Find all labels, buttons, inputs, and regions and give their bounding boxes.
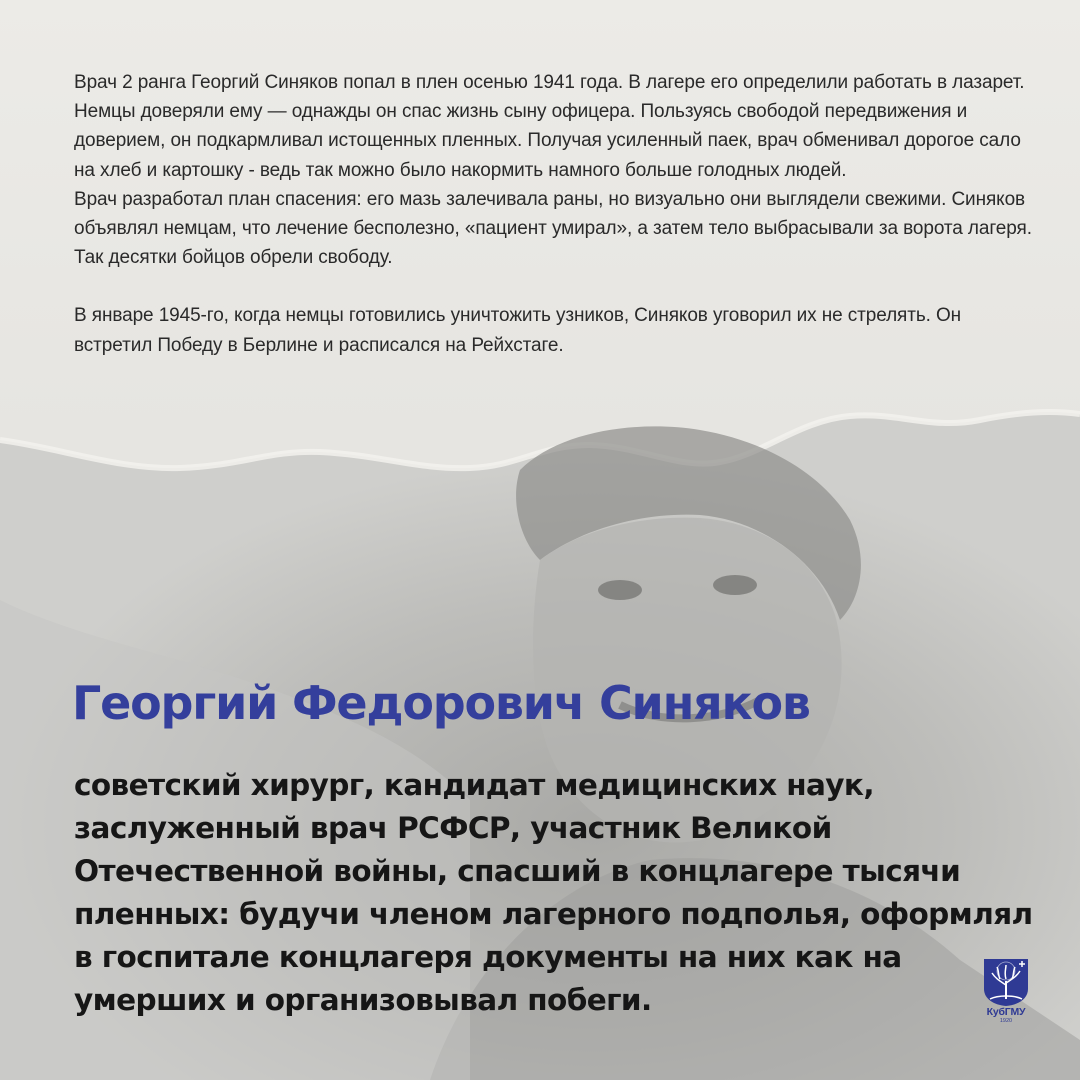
portrait-eye-right <box>713 575 757 595</box>
portrait-eye-left <box>598 580 642 600</box>
kubgmu-logo <box>978 955 1034 1025</box>
tree-emblem-icon <box>982 955 1030 1007</box>
logo-name: КубГМУ <box>986 1006 1026 1018</box>
person-description: советский хирург, кандидат медицинских наук, заслуженный врач РСФСР, участник Великой Отечественной войны, спасший в концлагере тысячи пленных: будучи членом лагерного подполья, оформлял в госпитале концлагеря документы на них как на умерших и организовывал побеги. <box>74 768 1033 1017</box>
person-name-title: Георгий Федорович Синяков <box>72 676 810 730</box>
story-paragraph: Врач 2 ранга Георгий Синяков попал в плен осенью 1941 года. В лагере его определили работать в лазарет. Немцы доверяли ему — однажды он спас жизнь сыну офицера. Пользуясь свободой передвижения и доверием, он подкармливал истощенных пленных. Получая усиленный паек, врач обменивал дорогое сало на хлеб и картошку - ведь так можно было накормить намного больше голодных людей. <box>74 72 1025 181</box>
story-paragraph: В январе 1945-го, когда немцы готовились уничтожить узников, Синяков уговорил их не стрелять. Он встретил Победу в Берлине и расписался на Рейхстаге. <box>74 305 962 356</box>
story-paragraph: Врач разработал план спасения: его мазь залечивала раны, но визуально они выглядели свежими. Синяков объявлял немцам, что лечение бесполезно, «пациент умирал», а затем тело выбрасывали за ворота лагеря. Так десятки бойцов обрели свободу. <box>74 188 1032 269</box>
logo-year: 1920 <box>999 1018 1013 1024</box>
story-text <box>74 68 1034 360</box>
